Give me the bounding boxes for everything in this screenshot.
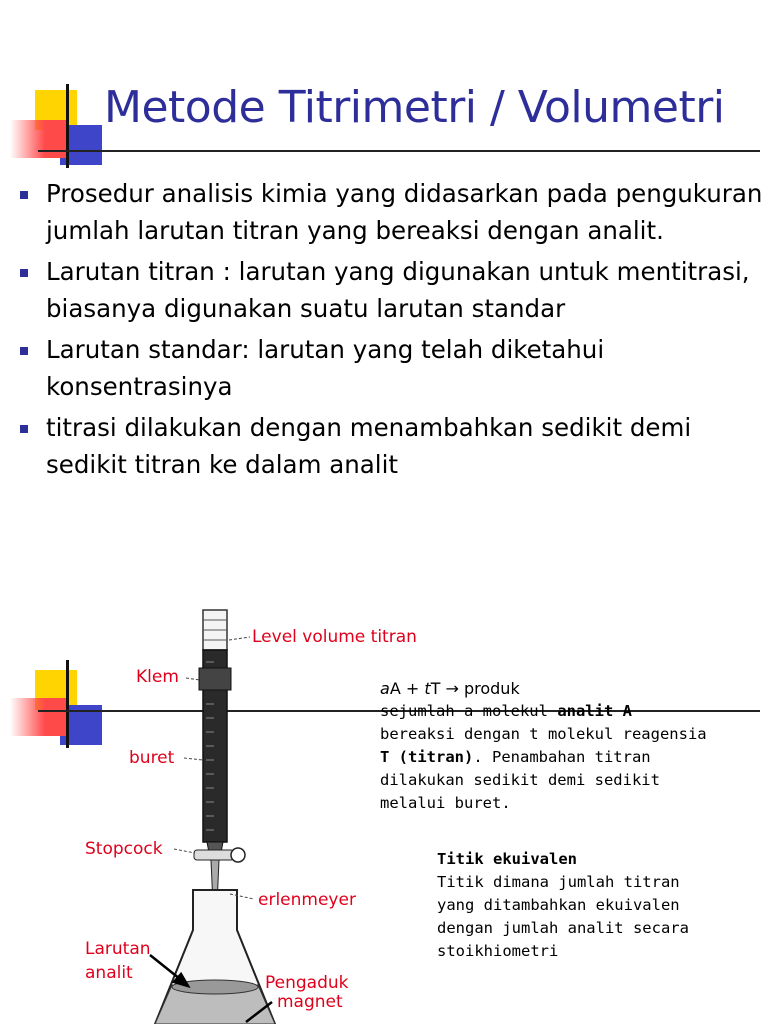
reaction-text: sejumlah a molekul [380,702,558,720]
reaction-line: melalui buret. [380,794,511,812]
species-t: T [430,679,446,698]
reaction-line [380,746,760,769]
reaction-description [380,677,760,815]
reaction-line: bereaksi dengan t molekul reagensia [380,725,707,743]
label-pengaduk-magnet-line2: magnet [277,992,343,1012]
bullet-text: titrasi dilakukan dengan menambahkan sedikit demi sedikit titran ke dalam analit [46,413,692,479]
label-stopcock: Stopcock [85,839,163,859]
coefficient-t: t [424,679,431,698]
reaction-line: dilakukan sedikit demi sedikit [380,771,660,789]
label-klem: Klem [136,667,179,687]
label-level-volume-titran: Level volume titran [252,627,417,647]
species-a: A + [389,679,425,698]
bullet-text: Larutan titran : larutan yang digunakan untuk mentitrasi, biasanya digunakan suatu larutan standar [46,257,750,323]
label-larutan-analit-line2: analit [85,963,133,983]
erlenmeyer-flask [155,890,275,1024]
reaction-emphasis: T (titran) [380,748,474,766]
arrow-right-icon: → [445,679,459,698]
product: produk [458,679,520,698]
equivalence-line: stoikhiometri [437,942,559,960]
label-pengaduk-magnet-line1: Pengaduk [265,973,349,993]
equivalence-line: yang ditambahkan ekuivalen [437,896,680,914]
equivalence-heading [437,848,757,871]
label-erlenmeyer: erlenmeyer [258,890,356,910]
equivalence-line: Titik dimana jumlah titran [437,873,680,891]
label-larutan-analit-line1: Larutan [85,939,151,959]
reaction-equation [380,677,760,700]
bullet-text: Prosedur analisis kimia yang didasarkan pada pengukuran jumlah larutan titran yang bereaksi dengan analit. [46,179,763,245]
bullet-text: Larutan standar: larutan yang telah diketahui konsentrasinya [46,335,605,401]
heading-text: Titik ekuivalen [437,850,577,868]
page-title: Metode Titrimetri / Volumetri [104,82,725,133]
equivalence-line: dengan jumlah analit secara [437,919,689,937]
coefficient-a: a [380,679,390,698]
reaction-text: . Penambahan titran [473,748,651,766]
label-buret: buret [129,748,175,768]
equivalence-point-definition [437,848,757,963]
reaction-line [380,700,760,723]
reaction-emphasis: analit A [557,702,632,720]
